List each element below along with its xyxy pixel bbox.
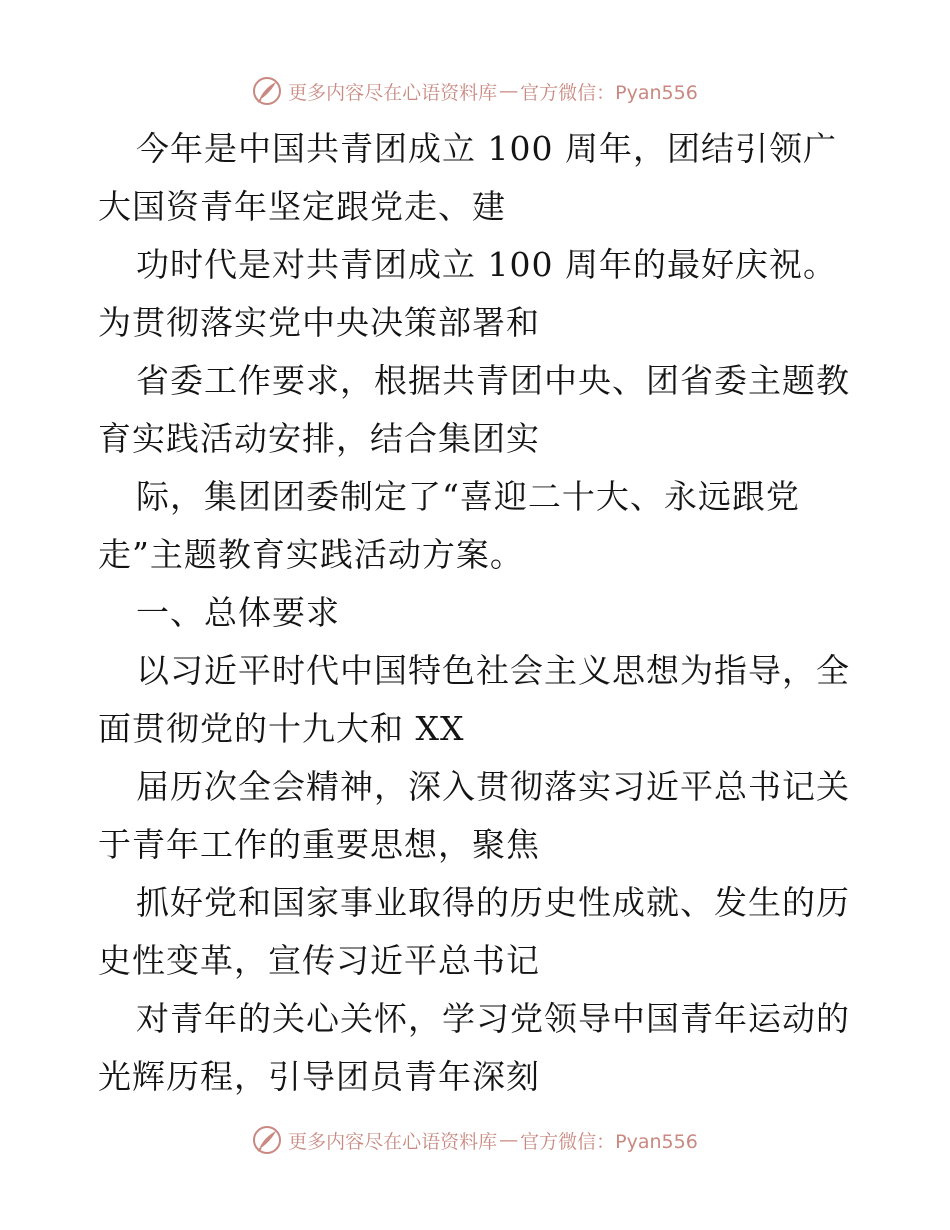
paragraph-line: 以习近平时代中国特色社会主义思想为指导，全	[136, 651, 850, 690]
paragraph-line: 光辉历程，引导团员青年深刻	[98, 1057, 540, 1096]
quill-logo-icon	[252, 76, 282, 106]
paragraph-line: 功时代是对共青团成立 100 周年的最好庆祝。	[136, 245, 837, 284]
watermark-separator: —	[499, 1129, 519, 1151]
paragraph-line: 一、总体要求	[136, 593, 340, 632]
quill-logo-icon	[252, 1125, 282, 1155]
paragraph-line: 史性变革，宣传习近平总书记	[98, 941, 540, 980]
paragraph-line: 对青年的关心关怀，学习党领导中国青年运动的	[136, 999, 850, 1038]
watermark-contact: 官方微信：Pyan556	[520, 81, 698, 104]
paragraph	[98, 758, 858, 874]
paragraph	[98, 352, 858, 468]
section-heading	[98, 584, 858, 642]
watermark-contact: 官方微信：Pyan556	[520, 1130, 698, 1153]
paragraph-line: 为贯彻落实党中央决策部署和	[98, 303, 540, 342]
paragraph-line: 面贯彻党的十九大和 XX	[98, 709, 465, 748]
paragraph	[98, 120, 858, 236]
paragraph-line: 今年是中国共青团成立 100 周年，团结引领广	[136, 129, 837, 168]
paragraph-line: 育实践活动安排，结合集团实	[98, 419, 540, 458]
paragraph-line: 抓好党和国家事业取得的历史性成就、发生的历	[136, 883, 850, 922]
watermark-separator: —	[499, 80, 519, 102]
watermark-text: 更多内容尽在心语资料库	[288, 81, 498, 104]
paragraph-line: 于青年工作的重要思想，聚焦	[98, 825, 540, 864]
watermark-text: 更多内容尽在心语资料库	[288, 1130, 498, 1153]
paragraph	[98, 642, 858, 758]
paragraph-line: 大国资青年坚定跟党走、建	[98, 187, 506, 226]
paragraph-line: 届历次全会精神，深入贯彻落实习近平总书记关	[136, 767, 850, 806]
paragraph	[98, 468, 858, 584]
paragraph	[98, 874, 858, 990]
paragraph-line: 省委工作要求，根据共青团中央、团省委主题教	[136, 361, 850, 400]
paragraph-line: 走”主题教育实践活动方案。	[98, 535, 524, 574]
watermark-header	[0, 74, 950, 108]
paragraph	[98, 236, 858, 352]
paragraph-line: 际，集团团委制定了“喜迎二十大、永远跟党	[136, 477, 800, 516]
paragraph	[98, 990, 858, 1106]
watermark-footer	[0, 1123, 950, 1157]
